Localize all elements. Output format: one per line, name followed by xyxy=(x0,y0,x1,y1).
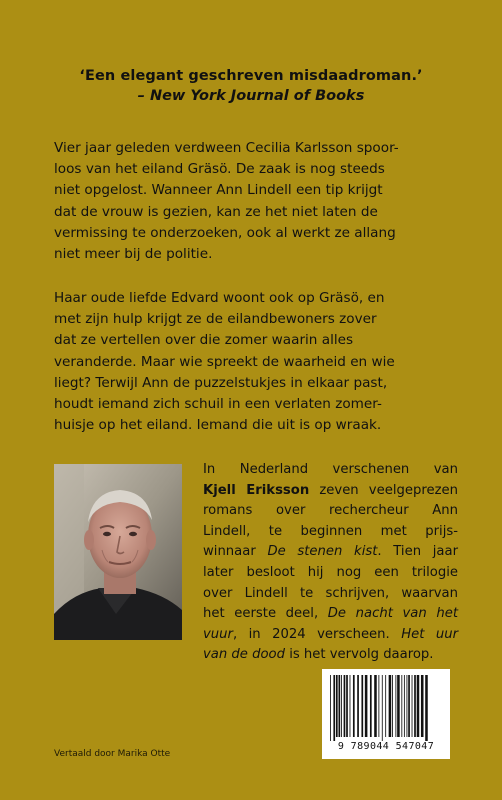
barcode-bars xyxy=(322,669,450,741)
barcode-bar xyxy=(401,675,402,737)
barcode-bar xyxy=(385,675,386,737)
barcode-bar xyxy=(353,675,355,737)
bio-line: van de dood is het vervolg daarop. xyxy=(203,647,434,663)
quote-text: ‘Een elegant geschreven misdaadroman.’ xyxy=(79,68,423,84)
barcode-bar xyxy=(412,675,413,737)
quote-source: – New York Journal of Books xyxy=(137,88,365,104)
blurb-line: veranderde. Maar wie spreekt de waarheid en wie xyxy=(54,353,395,370)
book-title: vuur xyxy=(203,626,233,642)
blurb-paragraph-1 xyxy=(54,138,459,265)
bio-line: over Lindell te schrijven, waarvan xyxy=(203,585,458,601)
barcode-bar xyxy=(378,675,379,737)
barcode-bar xyxy=(361,675,363,737)
barcode-bar xyxy=(417,675,420,737)
bio-line: In Nederland verschenen van xyxy=(203,462,458,477)
barcode-bar xyxy=(336,675,338,737)
blurb-line: vermissing te onderzoeken, ook al werkt ze allang xyxy=(54,224,396,241)
bio-line: vuur, in 2024 verscheen. Het uur xyxy=(203,626,459,642)
blurb-paragraph-2 xyxy=(54,288,459,436)
barcode-bar xyxy=(404,675,405,737)
barcode-bar xyxy=(414,675,416,737)
translator-credit: Vertaald door Marika Otte xyxy=(54,749,171,759)
barcode-bar xyxy=(407,675,408,737)
book-title: van de dood xyxy=(203,647,285,663)
blurb-line: loos van het eiland Gräsö. De zaak is nog steeds xyxy=(54,161,385,178)
barcode-bar xyxy=(339,675,341,737)
bio-line: het eerste deel, De nacht van het xyxy=(203,606,458,622)
blurb-line: liegt? Terwijl Ann de puzzelstukjes in elkaar past, xyxy=(54,374,388,391)
author-photo xyxy=(54,464,182,640)
barcode-bar xyxy=(425,675,428,741)
bio-line: winnaar De stenen kist. Tien jaar xyxy=(203,544,458,560)
barcode-bar xyxy=(395,675,396,737)
barcode-bar xyxy=(421,675,424,737)
barcode-bar xyxy=(382,675,383,741)
barcode-bar xyxy=(370,675,372,737)
bio-line: later besloot hij nog een trilogie xyxy=(203,564,458,580)
barcode-bar xyxy=(408,675,410,737)
barcode-bar xyxy=(365,675,368,737)
book-title: Het uur xyxy=(401,626,459,642)
barcode-bar xyxy=(344,675,346,737)
bio-line: romans over rechercheur Ann xyxy=(203,503,458,519)
bio-line: Kjell Eriksson zeven veelgeprezen xyxy=(203,482,458,498)
author-name: Kjell Eriksson xyxy=(203,482,310,498)
barcode-bar xyxy=(389,675,392,737)
blurb-line: niet opgelost. Wanneer Ann Lindell een tip krijgt xyxy=(54,182,383,199)
blurb-line: niet meer bij de politie. xyxy=(54,246,213,263)
barcode-bar xyxy=(350,675,351,737)
blurb-line: huisje op het eiland. Iemand die uit is op wraak. xyxy=(54,417,382,434)
author-bio xyxy=(203,460,458,666)
book-title: De stenen kist xyxy=(267,544,378,560)
isbn-digits: 9 789044 547047 xyxy=(337,741,435,752)
barcode-bar xyxy=(392,675,393,737)
barcode-bar xyxy=(330,675,331,741)
barcode-bar xyxy=(341,675,342,737)
barcode-bar xyxy=(397,675,400,737)
blurb-line: Vier jaar geleden verdween Cecilia Karlsson spoor- xyxy=(54,140,399,156)
barcode-bar xyxy=(357,675,359,737)
blurb-line: houdt iemand zich schuil in een verlaten zomer- xyxy=(54,396,382,413)
bio-line: Lindell, te beginnen met prijs- xyxy=(203,523,458,539)
blurb-line: Haar oude liefde Edvard woont ook op Gräsö, en xyxy=(54,290,385,306)
review-quote xyxy=(0,66,502,107)
blurb-line: dat ze vertellen over die zomer waarin alles xyxy=(54,332,354,349)
barcode-bar xyxy=(333,675,335,741)
barcode-bar xyxy=(374,675,377,737)
book-title: De nacht van het xyxy=(327,606,458,622)
barcode-bar xyxy=(346,675,348,737)
blurb-line: met zijn hulp krijgt ze de eilandbewoners zover xyxy=(54,311,377,328)
blurb-line: dat de vrouw is gezien, kan ze het niet laten de xyxy=(54,203,378,220)
isbn-barcode xyxy=(322,669,450,759)
